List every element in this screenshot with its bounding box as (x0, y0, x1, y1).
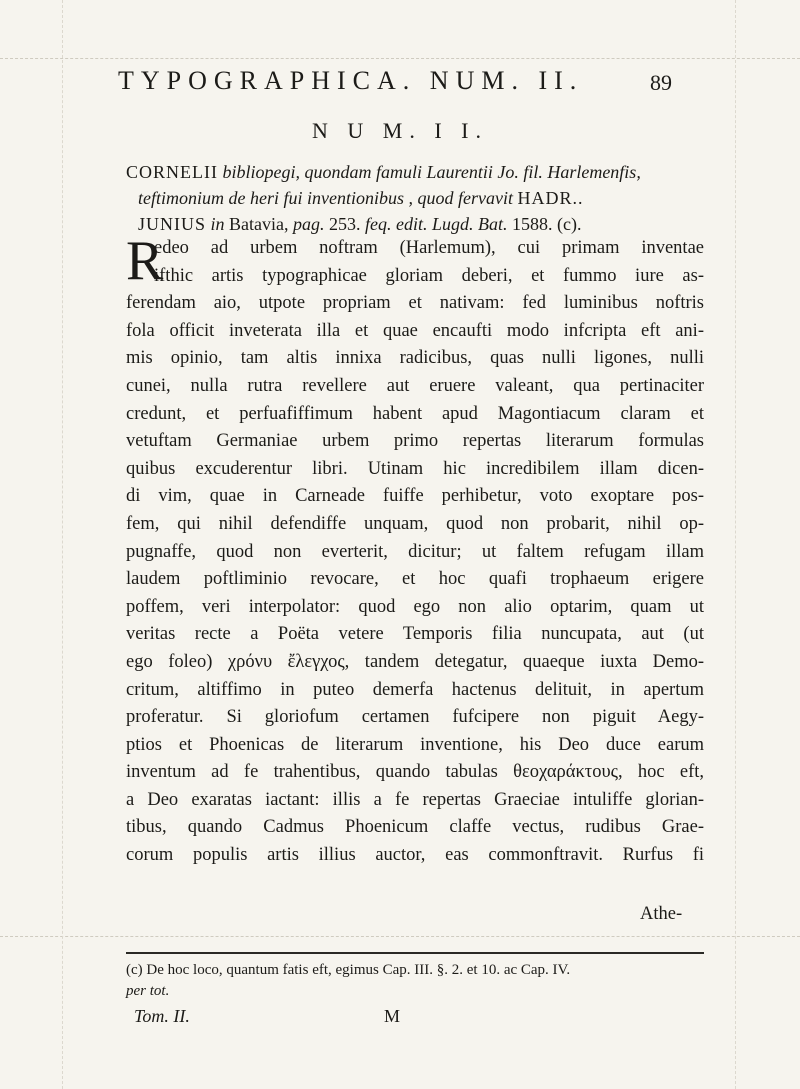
scan-artifact-line (0, 936, 800, 937)
signature-mark: M (384, 1006, 401, 1026)
body-line: di vim, quae in Carneade fuiffe perhibetur, voto exoptare pos- (126, 486, 704, 507)
body-line: proferatur. Si gloriofum certamen fufcipere non piguit Aegy- (126, 707, 704, 728)
heading-text: 1588. (c). (512, 214, 582, 234)
heading-text: in (210, 214, 225, 234)
body-line: ferendam aio, utpote propriam et nativam: fed luminibus noftris (126, 293, 704, 314)
page-number: 89 (650, 70, 672, 95)
body-line: credunt, et perfuafiffimum habent apud Magontiacum claram et (126, 403, 704, 424)
scan-artifact-line (735, 0, 736, 1089)
body-line: fola officit inveterata illa et quae encaufti modo infcripta eft ani- (126, 320, 704, 341)
scan-artifact-line (62, 0, 63, 1089)
heading-text: feq. edit. Lugd. Bat. (365, 214, 508, 234)
body-line: veritas recte a Poëta vetere Temporis filia nuncupata, aut (ut (126, 624, 704, 645)
heading-name: CORNELII (126, 162, 218, 182)
footnote-line: (c) De hoc loco, quantum fatis eft, egimus Cap. III. §. 2. et 10. ac Cap. IV. (126, 962, 571, 978)
body-line: cunei, nulla rutra revellere aut eruere valeant, qua pertinaciter (126, 375, 704, 396)
signature-line (134, 1006, 734, 1027)
body-line: vetuftam Germaniae urbem primo repertas literarum formulas (126, 431, 704, 452)
heading-name: JUNIUS (138, 214, 207, 234)
heading-text: bibliopegi, quondam famuli Laurentii Jo. fil. Harlemenfis, (222, 162, 641, 182)
footnote (126, 960, 704, 1002)
body-line: critum, altiffimo in puteo demerfa hactenus delituit, in apertum (126, 679, 704, 700)
footnote-line: per tot. (126, 983, 170, 999)
body-line: ptios et Phoenicas de literarum inventione, his Deo duce earum (126, 734, 704, 755)
heading-line (126, 211, 704, 237)
body-line: tibus, quando Cadmus Phoenicum claffe vectus, rudibus Grae- (126, 817, 704, 838)
catchword: Athe- (640, 904, 683, 924)
body-line: poffem, veri interpolator: quod ego non alio optarim, quam ut (126, 596, 704, 617)
body-line: ifthic artis typographicae gloriam deberi, et fummo iure as- (154, 265, 704, 286)
body-line: pugnaffe, quod non everterit, dicitur; ut faltem refugam illam (126, 541, 704, 562)
body-line: ego foleo) χρόνυ ἔλεγχος, tandem detegatur, quaeque iuxta Demo- (126, 651, 704, 672)
body-line: corum populis artis illius auctor, eas commonftravit. Rurfus fi (126, 845, 704, 866)
heading-text: Batavia, (229, 214, 289, 234)
heading-line (126, 159, 704, 185)
running-head: TYPOGRAPHICA. NUM. II. (118, 66, 584, 95)
section-title: N U M. I I. (312, 118, 488, 143)
body-line: inventum ad fe trahentibus, quando tabulas θεοχαράκτους, hoc eft, (126, 762, 704, 783)
body-line: laudem poftliminio revocare, et hoc quafi trophaeum erigere (126, 569, 704, 590)
heading-text: teftimonium de heri fui inventionibus , quod fervavit (138, 188, 513, 208)
scan-artifact-line (0, 58, 800, 59)
volume-mark: Tom. II. (134, 1006, 190, 1026)
heading-text: pag. (293, 214, 325, 234)
chapter-heading (126, 159, 704, 237)
body-line: edeo ad urbem noftram (Harlemum), cui primam inventae (154, 238, 704, 258)
heading-line (126, 185, 704, 211)
drop-cap: R (126, 230, 164, 292)
footnote-rule (126, 952, 704, 954)
heading-name: HADR.. (517, 188, 584, 208)
body-text (126, 230, 704, 870)
heading-text: 253. (329, 214, 361, 234)
body-line: mis opinio, tam altis innixa radicibus, quas nulli ligones, nulli (126, 348, 704, 369)
body-line: quibus excuderentur libri. Utinam hic incredibilem illam dicen- (126, 458, 704, 479)
body-line: a Deo exaratas iactant: illis a fe repertas Graeciae intuliffe glorian- (126, 789, 704, 810)
body-line: fem, qui nihil defendiffe unquam, quod non probarit, nihil op- (126, 513, 704, 534)
